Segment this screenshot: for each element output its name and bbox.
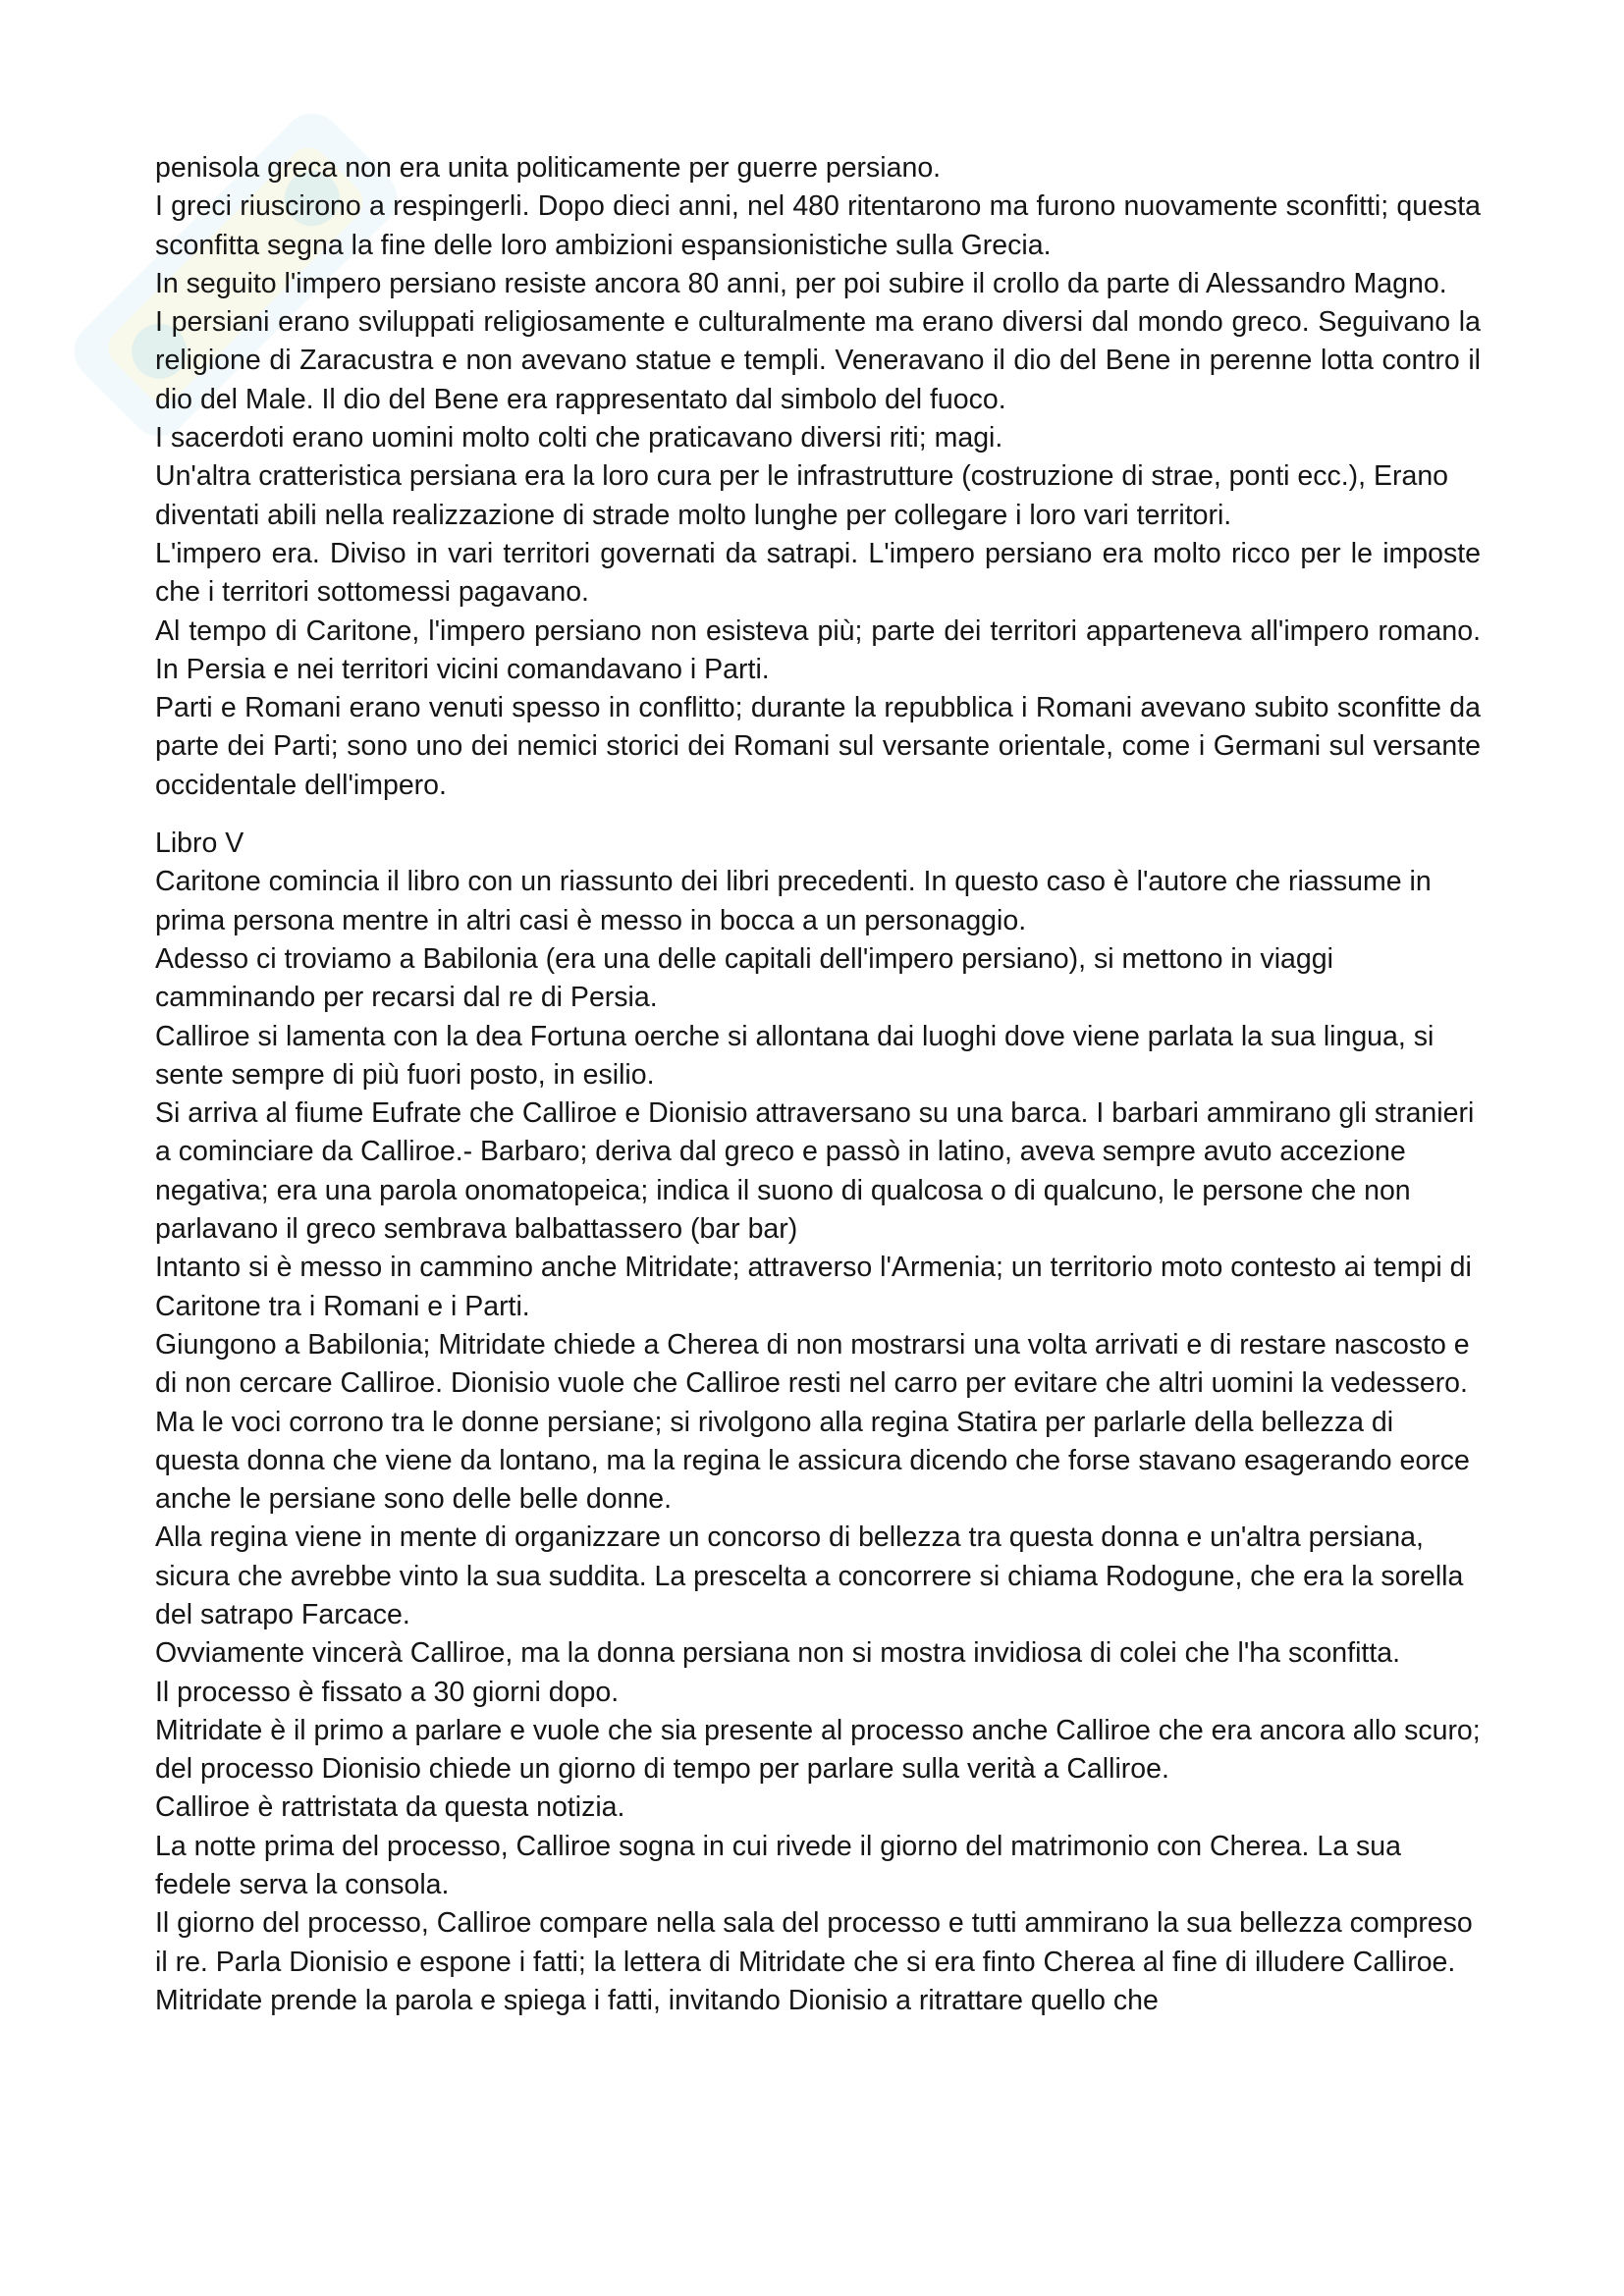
paragraph-13: Si arriva al fiume Eufrate che Calliroe e Dionisio attraversano su una barca. I barbari ammirano gli stranieri a cominciare da Calliroe.- Barbaro; deriva dal greco e passò in latino, aveva sempre avuto accezione negativa; era una parola onomatopeica; indica il suono di qualcosa o di qualcuno, le persone che non parlavano il greco sembrava balbattassero (bar bar) — [155, 1097, 1475, 1246]
paragraph-8: Al tempo di Caritone, l'impero persiano non esisteva più; parte dei territori apparteneva all'impero romano. In Persia e nei territori vicini comandavano i Parti. — [155, 614, 1481, 685]
paragraph-22: La notte prima del processo, Calliroe sogna in cui rivede il giorno del matrimonio con Cherea. La sua fedele serva la consola. — [155, 1830, 1401, 1901]
paragraph-5: I sacerdoti erano uomini molto colti che praticavano diversi riti; magi. — [155, 422, 1003, 454]
paragraph-14: Intanto si è messo in cammino anche Mitridate; attraverso l'Armenia; un territorio moto contesto ai tempi di Caritone tra i Romani e i Parti. — [155, 1252, 1472, 1322]
paragraph-12: Calliroe si lamenta con la dea Fortuna oerche si allontana dai luoghi dove viene parlata la sua lingua, si sente sempre di più fuori posto, in esilio. — [155, 1020, 1435, 1091]
section-gap — [155, 805, 1481, 825]
paragraph-3: In seguito l'impero persiano resiste ancora 80 anni, per poi subire il crollo da parte di Alessandro Magno. — [155, 267, 1447, 299]
paragraph-4: I persiani erano sviluppati religiosamente e culturalmente ma erano diversi dal mondo greco. Seguivano la religione di Zaracustra e non avevano statue e templi. Veneravano il dio del Bene in perenne lotta contro il dio del Male. Il dio del Bene era rappresentato dal simbolo del fuoco. — [155, 306, 1481, 415]
paragraph-7: L'impero era. Diviso in vari territori governati da satrapi. L'impero persiano era molto ricco per le imposte che i territori sottomessi pagavano. — [155, 537, 1481, 609]
paragraph-21: Calliroe è rattristata da questa notizia. — [155, 1791, 625, 1824]
paragraph-18: Ovviamente vincerà Calliroe, ma la donna persiana non si mostra invidiosa di colei che l'ha sconfitta. — [155, 1637, 1400, 1670]
paragraph-16: Ma le voci corrono tra le donne persiane; si rivolgono alla regina Statira per parlarle della bellezza di questa donna che viene da lontano, ma la regina le assicura dicendo che forse stavano esagerando eorce anche le persiane sono delle belle donne. — [155, 1406, 1470, 1516]
paragraph-1: penisola greca non era unita politicamente per guerre persiano. — [155, 152, 942, 184]
paragraph-20: Mitridate è il primo a parlare e vuole che sia presente al processo anche Calliroe che era ancora allo scuro; del processo Dionisio chiede un giorno di tempo per parlare sulla verità a Calliroe. — [155, 1714, 1481, 1786]
paragraph-17: Alla regina viene in mente di organizzare un concorso di bellezza tra questa donna e un'altra persiana, sicura che avrebbe vinto la sua suddita. La prescelta a concorrere si chiama Rodogune, che era la sorella del satrapo Farcace. — [155, 1522, 1464, 1630]
paragraph-15: Giungono a Babilonia; Mitridate chiede a Cherea di non mostrarsi una volta arrivati e di restare nascosto e di non cercare Calliroe. Dionisio vuole che Calliroe resti nel carro per evitare che altri uomini la vedessero. — [155, 1328, 1470, 1400]
paragraph-11: Adesso ci troviamo a Babilonia (era una delle capitali dell'impero persiano), si mettono in viaggi camminando per recarsi dal re di Persia. — [155, 942, 1333, 1014]
paragraph-23: Il giorno del processo, Calliroe compare nella sala del processo e tutti ammirano la sua bellezza compreso il re. Parla Dionisio e espone i fatti; la lettera di Mitridate che si era finto Cherea al fine di illudere Calliroe. Mitridate prende la parola e spiega i fatti, invitando Dionisio a ritrattare quello che — [155, 1907, 1473, 2016]
paragraph-19: Il processo è fissato a 30 giorni dopo. — [155, 1676, 620, 1708]
section-heading: Libro V — [155, 828, 244, 860]
paragraph-2: I greci riuscirono a respingerli. Dopo dieci anni, nel 480 ritentarono ma furono nuovamente sconfitti; questa sconfitta segna la fine delle loro ambizioni espansionistiche sulla Grecia. — [155, 190, 1481, 261]
document-page — [155, 149, 1481, 2020]
paragraph-9: Parti e Romani erano venuti spesso in conflitto; durante la repubblica i Romani avevano subito sconfitte da parte dei Parti; sono uno dei nemici storici dei Romani sul versante orientale, come i Germani sul versante occidentale dell'impero. — [155, 692, 1481, 801]
paragraph-10: Caritone comincia il libro con un riassunto dei libri precedenti. In questo caso è l'autore che riassume in prima persona mentre in altri casi è messo in bocca a un personaggio. — [155, 866, 1432, 936]
paragraph-6: Un'altra cratteristica persiana era la loro cura per le infrastrutture (costruzione di strae, ponti ecc.), Erano diventati abili nella realizzazione di strade molto lunghe per collegare i loro vari territori. — [155, 460, 1449, 531]
